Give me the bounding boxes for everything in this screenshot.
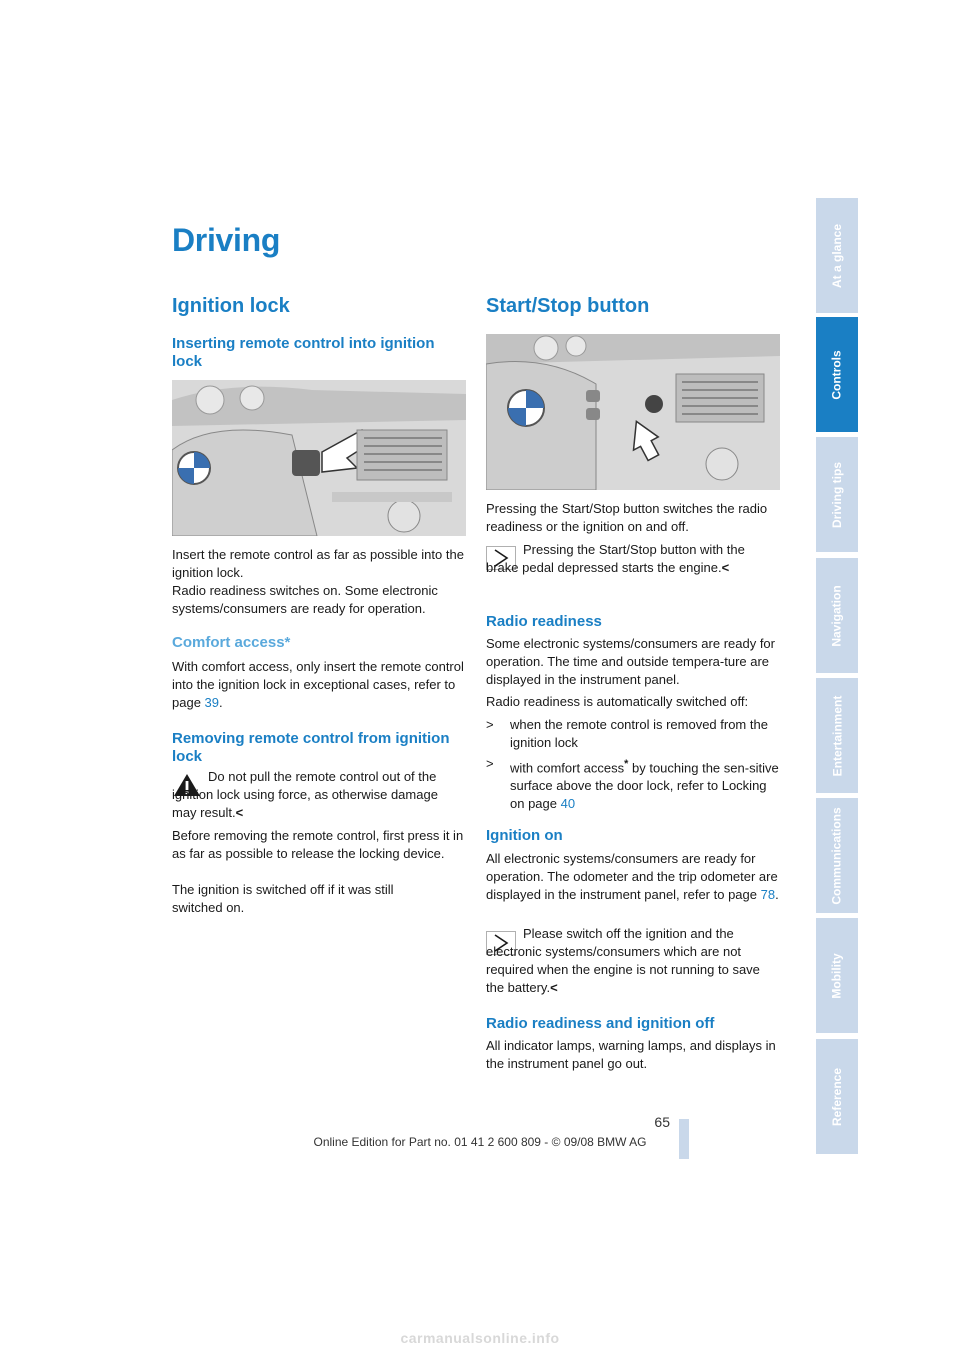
ignition-lock-heading: Ignition lock bbox=[172, 295, 290, 317]
removing-paragraph-2: The ignition is switched off if it was still switched on. bbox=[172, 882, 394, 915]
comfort-access-paragraph: With comfort access, only insert the remote control into the ignition lock in exceptional cases, refer to page 39. bbox=[172, 659, 464, 710]
list-item: > with comfort access* by touching the sen-sitive surface above the door lock, refer to Locking on page 40 bbox=[486, 756, 779, 812]
tab-controls[interactable]: Controls bbox=[816, 317, 858, 432]
page-link-78[interactable]: 78 bbox=[760, 887, 776, 902]
start-stop-figure bbox=[486, 334, 780, 490]
page-number: 65 bbox=[654, 1114, 670, 1130]
radio-paragraph-2: Radio readiness is automatically switched off: bbox=[486, 694, 749, 709]
page-link-39[interactable]: 39 bbox=[204, 695, 220, 710]
tab-driving-tips[interactable]: Driving tips bbox=[816, 437, 858, 552]
ignition-on-note: Please switch off the ignition and the electronic systems/consumers which are not required when the engine is not running to save the battery.< bbox=[486, 926, 760, 995]
tab-at-a-glance[interactable]: At a glance bbox=[816, 198, 858, 313]
page-link-40[interactable]: 40 bbox=[560, 796, 576, 812]
tab-mobility[interactable]: Mobility bbox=[816, 918, 858, 1033]
removing-paragraph-1: Before removing the remote control, first press it in as far as possible to release the locking device. bbox=[172, 828, 464, 861]
ignition-on-paragraph: All electronic systems/consumers are ready for operation. The odometer and the trip odometer are displayed in the instrument panel, refer to page 78. bbox=[486, 851, 779, 902]
ignition-lock-figure bbox=[172, 380, 466, 536]
warning-text: Do not pull the remote control out of the ignition lock using force, as otherwise damage may result.< bbox=[172, 769, 438, 820]
insert-paragraph-1: Insert the remote control as far as possible into the ignition lock. bbox=[172, 547, 464, 580]
start-stop-heading: Start/Stop button bbox=[486, 295, 650, 317]
start-stop-note: Pressing the Start/Stop button with the brake pedal depressed starts the engine.< bbox=[486, 542, 745, 575]
list-item: > when the remote control is removed from the ignition lock bbox=[486, 717, 768, 750]
comfort-access-heading: Comfort access* bbox=[172, 634, 291, 651]
tab-communications[interactable]: Communications bbox=[816, 798, 858, 913]
start-stop-paragraph: Pressing the Start/Stop button switches the radio readiness or the ignition on and off. bbox=[486, 501, 768, 534]
ignition-on-heading: Ignition on bbox=[486, 827, 563, 844]
page-title: Driving bbox=[172, 222, 281, 258]
watermark: carmanualsonline.info bbox=[400, 1330, 560, 1346]
ignition-off-paragraph: All indicator lamps, warning lamps, and displays in the instrument panel go out. bbox=[486, 1038, 776, 1071]
ignition-off-heading: Radio readiness and ignition off bbox=[486, 1015, 715, 1032]
tab-navigation[interactable]: Navigation bbox=[816, 558, 858, 673]
radio-readiness-heading: Radio readiness bbox=[486, 613, 602, 630]
footer-text: Online Edition for Part no. 01 41 2 600 809 - © 09/08 BMW AG bbox=[313, 1135, 647, 1149]
tab-reference[interactable]: Reference bbox=[816, 1039, 858, 1154]
radio-paragraph-1: Some electronic systems/consumers are ready for operation. The time and outside tempera-ture are displayed in the instrument panel. bbox=[486, 636, 775, 687]
inserting-heading: Inserting remote control into ignition lock bbox=[172, 335, 435, 370]
insert-paragraph-2: Radio readiness switches on. Some electronic systems/consumers are ready for operation. bbox=[172, 583, 438, 616]
tab-entertainment[interactable]: Entertainment bbox=[816, 678, 858, 793]
removing-heading: Removing remote control from ignition lock bbox=[172, 730, 450, 765]
